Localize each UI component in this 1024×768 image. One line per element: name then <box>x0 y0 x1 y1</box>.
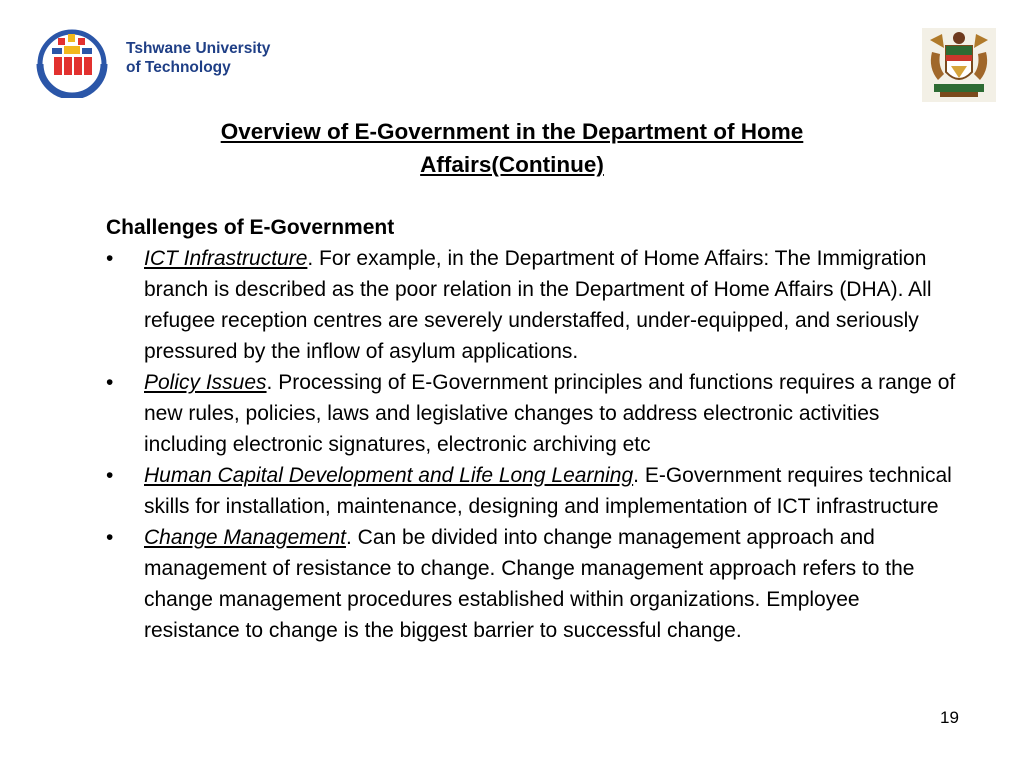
university-logo <box>34 26 304 98</box>
item-text: . Processing of E-Government principles and functions requires a range of new rules, policies, laws and legislative changes to address electronic activities including electronic signatures, electronic archiving etc <box>144 371 956 456</box>
bullet-icon: • <box>106 464 114 487</box>
item-term: ICT Infrastructure <box>144 247 308 270</box>
list-item <box>106 367 956 460</box>
slide-body <box>106 212 956 646</box>
logo-line-1: Tshwane University <box>126 40 271 57</box>
bullet-icon: • <box>106 247 114 270</box>
list-item <box>106 243 956 367</box>
logo-wordmark <box>126 39 270 77</box>
list-item <box>106 460 956 522</box>
slide-title-line-2: Affairs(Continue) <box>420 152 604 177</box>
page-number: 19 <box>940 708 959 727</box>
logo-line-2: of Technology <box>126 59 231 76</box>
slide-title <box>104 115 920 181</box>
item-text: . Can be divided into change management approach and management of resistance to change. Change management approach refers to the change management procedures established within organizations. Employee resistance to change is the biggest barrier to successful change. <box>144 526 915 642</box>
item-term: Policy Issues <box>144 371 267 394</box>
coat-of-arms-icon <box>922 28 996 102</box>
section-heading: Challenges of E-Government <box>106 216 395 239</box>
list-item <box>106 522 956 646</box>
challenge-list <box>106 243 956 646</box>
bullet-icon: • <box>106 526 114 549</box>
slide-title-line-1: Overview of E-Government in the Department of Home <box>220 119 804 144</box>
item-text: . E-Government requires technical skills for installation, maintenance, designing and implementation of ICT infrastructure <box>144 464 952 518</box>
tut-logo-icon <box>34 26 118 98</box>
item-term: Change Management <box>144 526 346 549</box>
item-term: Human Capital Development and Life Long Learning <box>144 464 634 487</box>
item-text: . For example, in the Department of Home Affairs: The Immigration branch is described as the poor relation in the Department of Home Affairs (DHA). All refugee reception centres are severely understaffed, under-equipped, and seriously pressured by the inflow of asylum applications. <box>144 247 932 363</box>
bullet-icon: • <box>106 371 114 394</box>
